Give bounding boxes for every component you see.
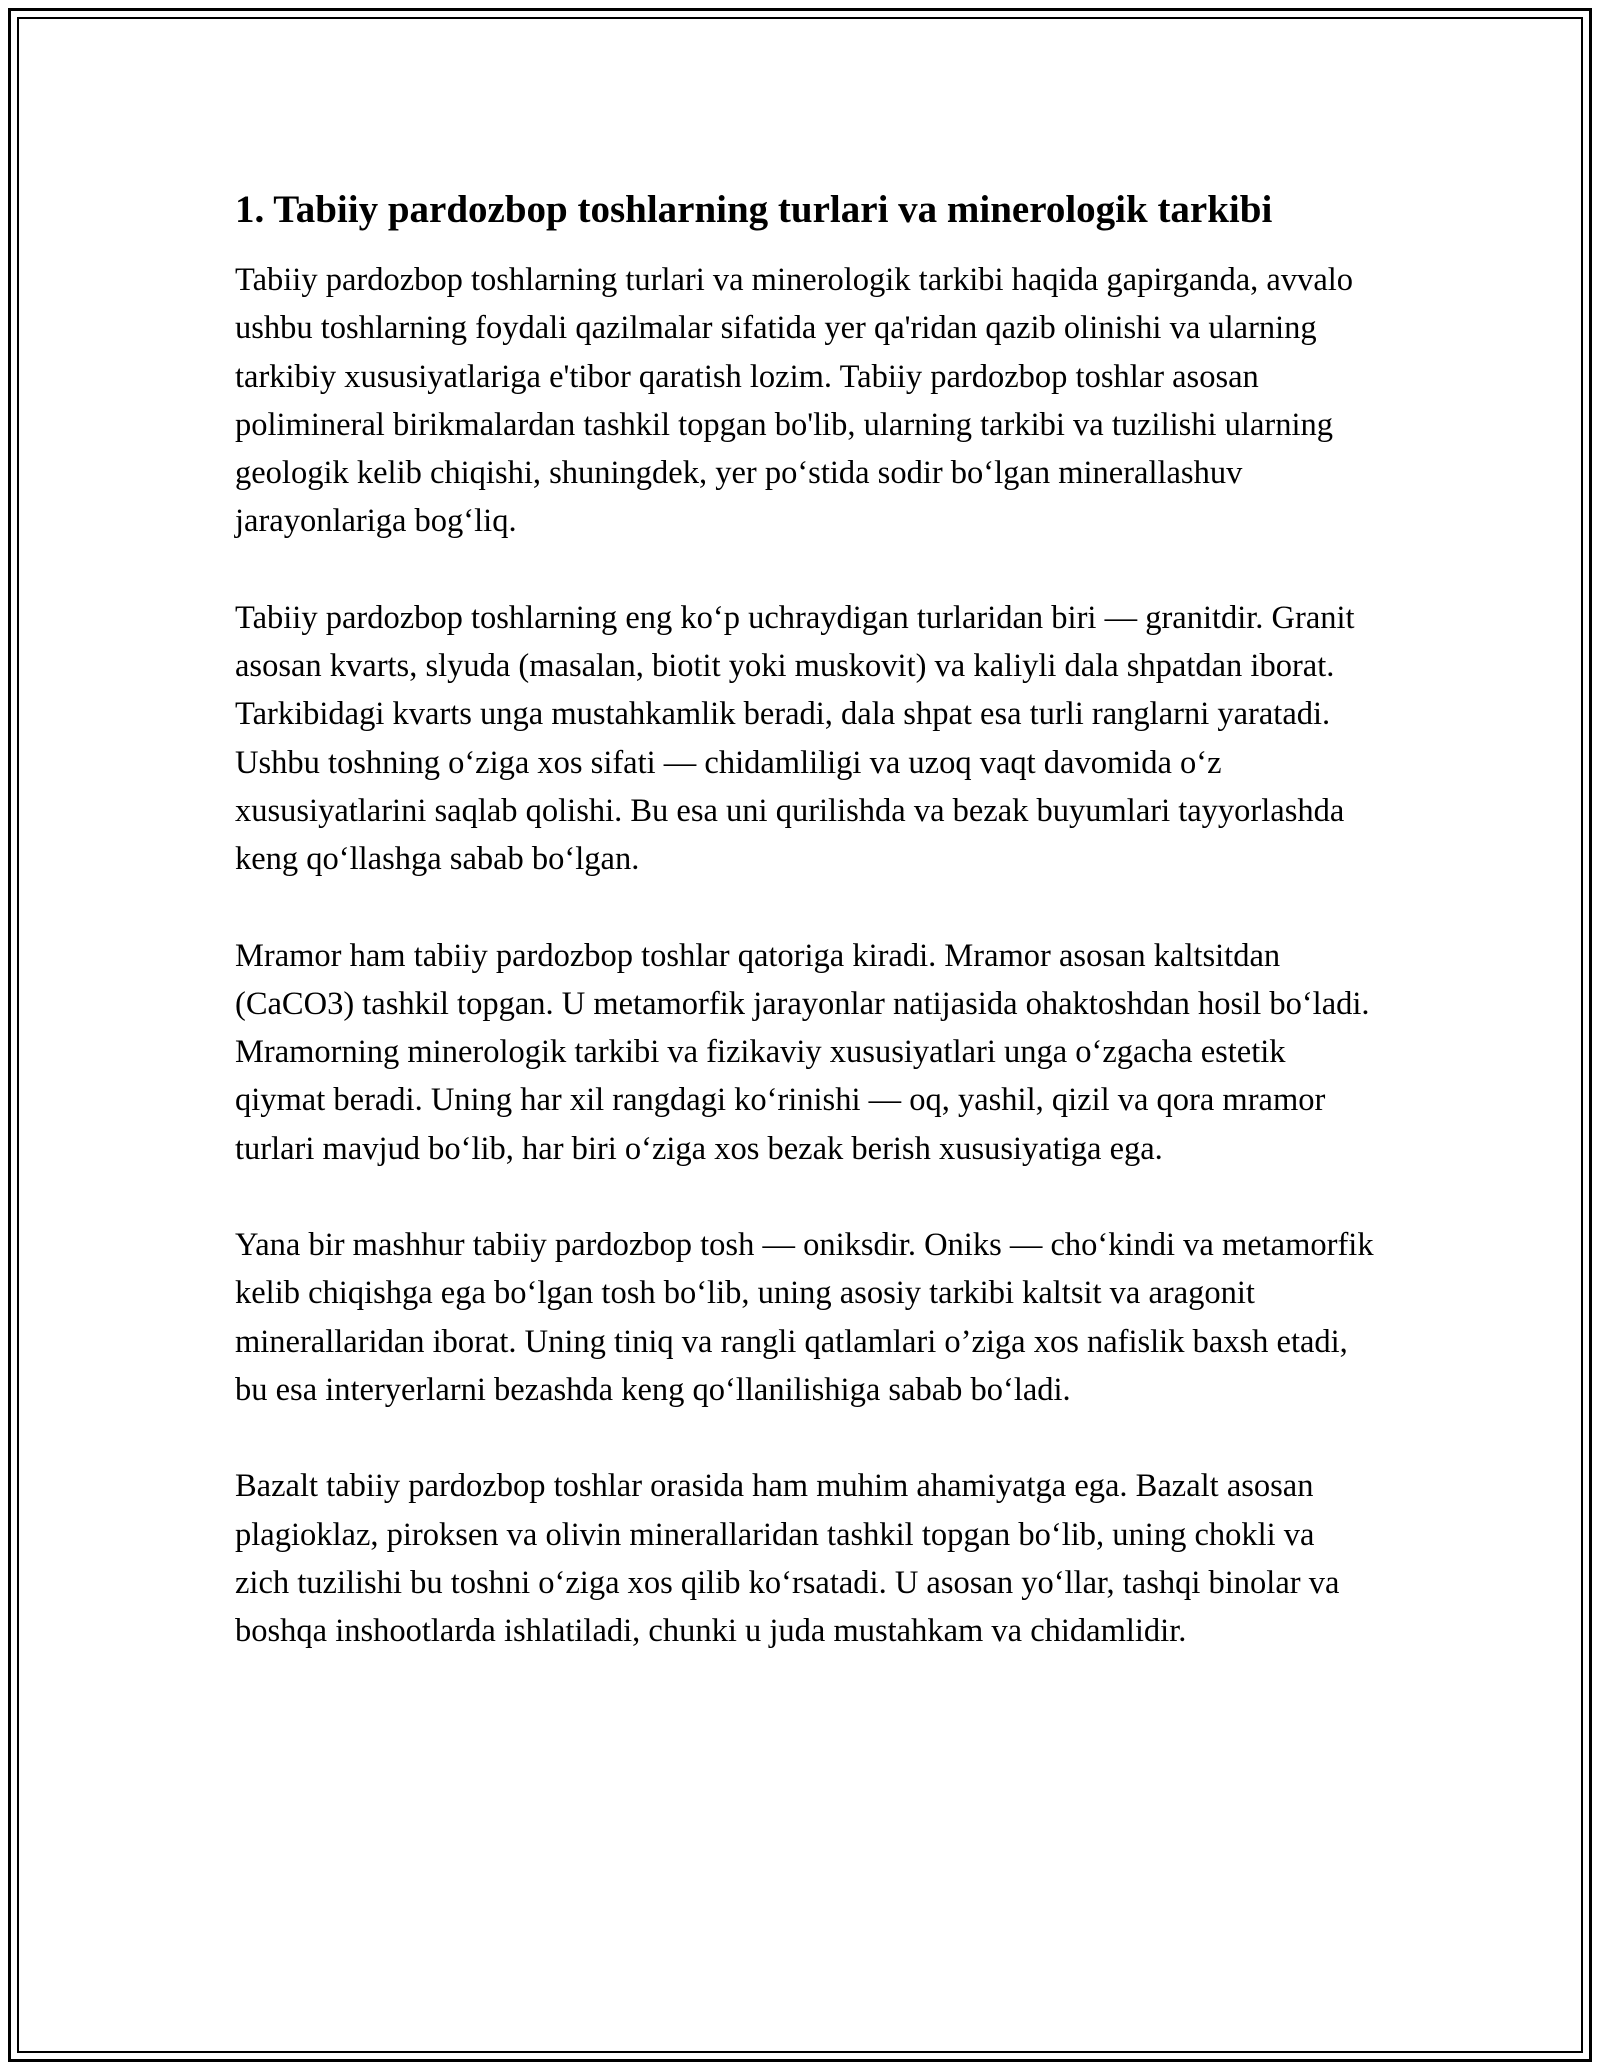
paragraph-granite: Tabiiy pardozbop toshlarning eng ko‘p uchraydigan turlaridan biri — granitdir. Granit asosan kvarts, slyuda (masalan, biotit yoki muskovit) va kaliyli dala shpatdan iborat. Tarkibidagi kvarts unga mustahkamlik beradi, dala shpat esa turli ranglarni yaratadi. Ushbu toshning o‘ziga xos sifati — chidamliligi va uzoq vaqt davomida o‘z xususiyatlarini saqlab qolishi. Bu esa uni qurilishda va bezak buyumlari tayyorlashda keng qo‘llashga sabab bo‘lgan.: [235, 599, 1355, 878]
paragraph-onyx: Yana bir mashhur tabiiy pardozbop tosh — oniksdir. Oniks — cho‘kindi va metamorfik kelib chiqishga ega bo‘lgan tosh bo‘lib, uning asosiy tarkibi kaltsit va aragonit minerallaridan iborat. Uning tiniq va rangli qatlamlari o’ziga xos nafislik baxsh etadi, bu esa interyerlarni bezashda keng qo‘llanilishiga sabab bo‘ladi.: [235, 1227, 1374, 1408]
paragraph-intro: Tabiiy pardozbop toshlarning turlari va minerologik tarkibi haqida gapirganda, avvalo ushbu toshlarning foydali qazilmalar sifatida yer qa'ridan qazib olinishi va ularning tarkibiy xususiyatlariga e'tibor qaratish lozim. Tabiiy pardozbop toshlar asosan polimineral birikmalardan tashkil topgan bo'lib, ularning tarkibi va tuzilishi ularning geologik kelib chiqishi, shuningdek, yer po‘stida sodir bo‘lgan minerallashuv jarayonlariga bog‘liq.: [235, 262, 1354, 540]
document-body: [235, 186, 1375, 1703]
paragraph-marble: Mramor ham tabiiy pardozbop toshlar qatoriga kiradi. Mramor asosan kaltsitdan (CaCO3) tashkil topgan. U metamorfik jarayonlar natijasida ohaktoshdan hosil bo‘ladi. Mramorning minerologik tarkibi va fizikaviy xususiyatlari unga o‘zgacha estetik qiymat beradi. Uning har xil rangdagi ko‘rinishi — oq, yashil, qizil va qora mramor turlari mavjud bo‘lib, har biri o‘ziga xos bezak berish xususiyatiga ega.: [235, 937, 1370, 1167]
section-heading: 1. Tabiiy pardozbop toshlarning turlari va minerologik tarkibi: [235, 188, 1273, 231]
paragraph-basalt: Bazalt tabiiy pardozbop toshlar orasida ham muhim ahamiyatga ega. Bazalt asosan plagioklaz, piroksen va olivin minerallaridan tashkil topgan bo‘lib, uning chokli va zich tuzilishi bu toshni o‘ziga xos qilib ko‘rsatadi. U asosan yo‘llar, tashqi binolar va boshqa inshootlarda ishlatiladi, chunki u juda mustahkam va chidamlidir.: [235, 1468, 1340, 1650]
